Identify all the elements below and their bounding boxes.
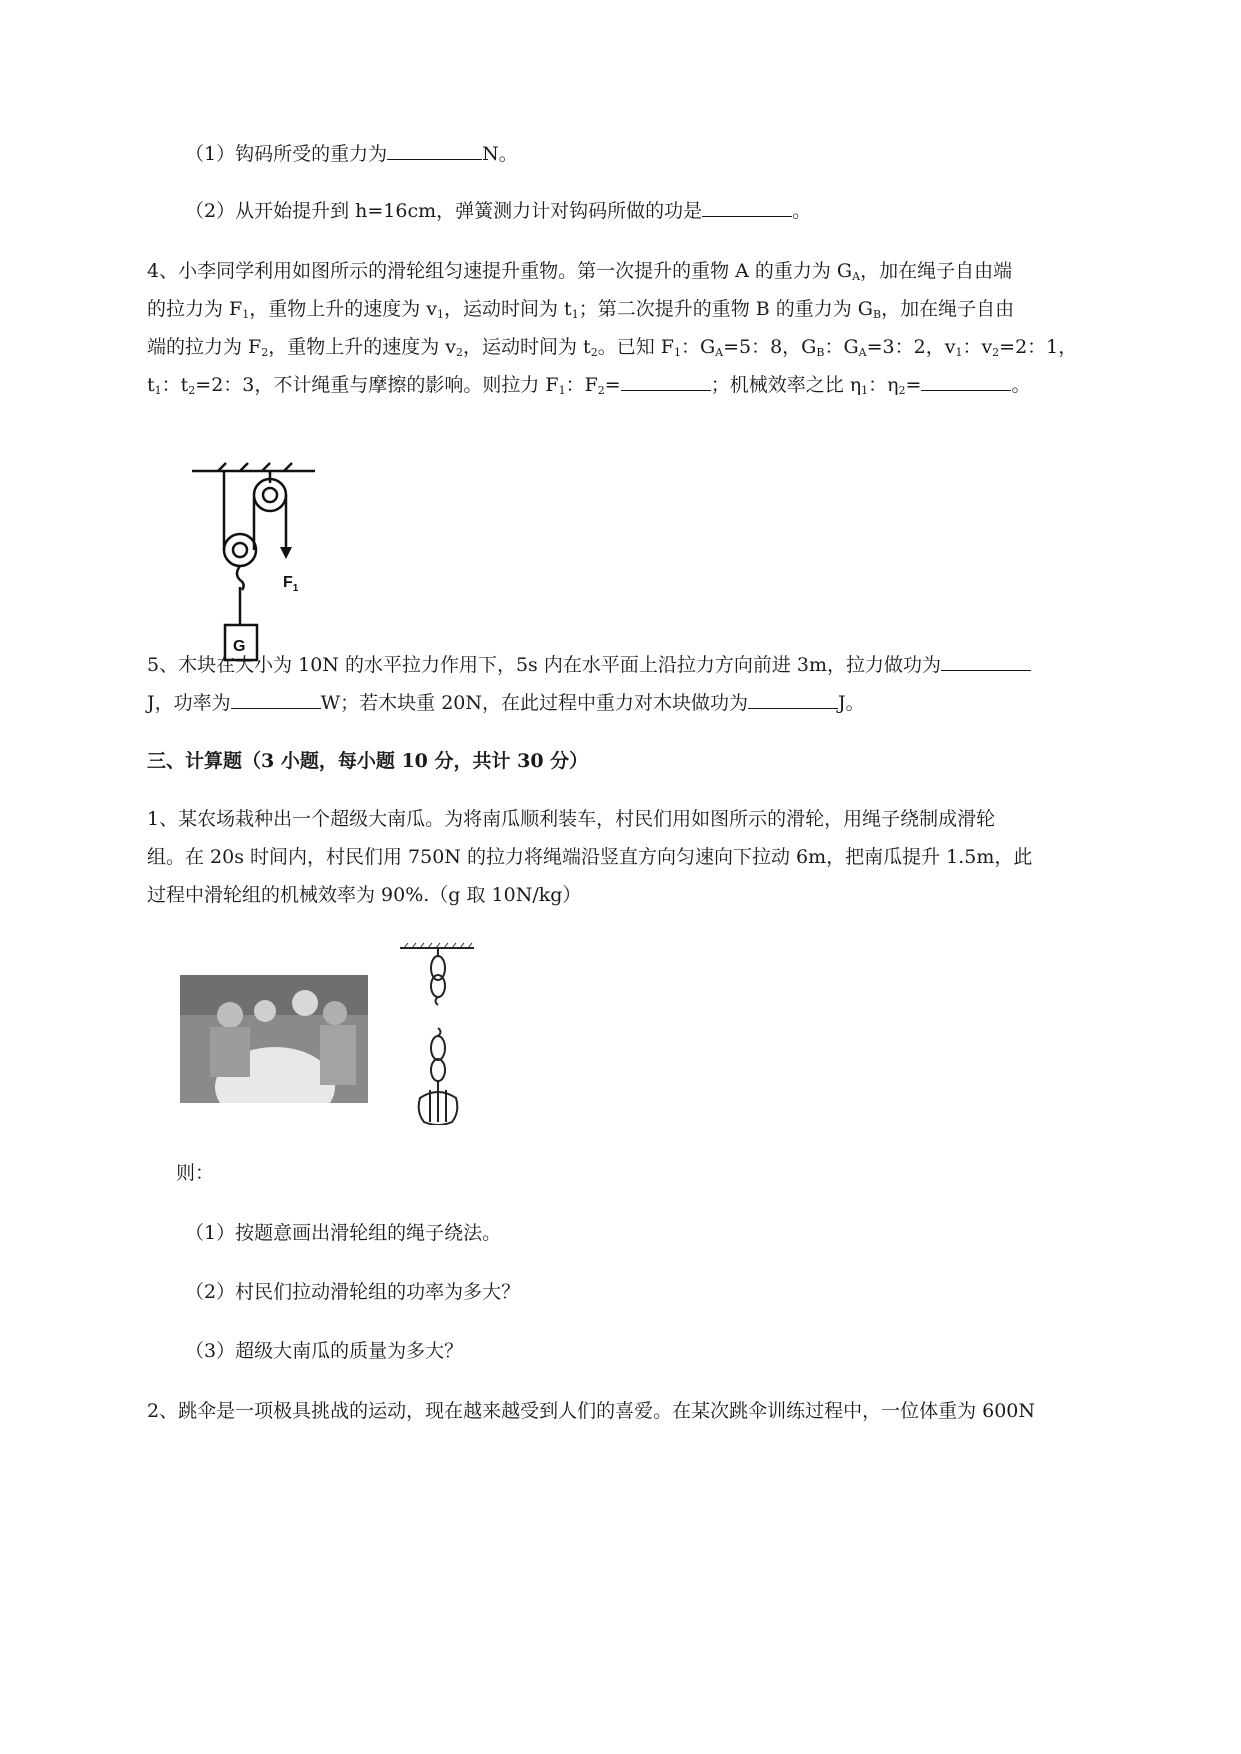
answer-blank[interactable]: [231, 690, 321, 709]
q4-line-2: 的拉力为 $F_1$，重物上升的速度为 $v_1$，运动时间为 $t_1$；第二次提升的重物 B 的重力为 $G_B$，加在绳子自由: [147, 298, 1015, 321]
q3-item-1: （1）钩码所受的重力为 N。: [185, 143, 518, 165]
answer-blank[interactable]: [702, 198, 792, 217]
q4-line-4: $t_1$：$t_2=2$：3，不计绳重与摩擦的影响。则拉力 $F_1$：$F_2=$ ；机械效率之比 $\eta_1$：$\eta_2=$ 。: [147, 374, 1031, 397]
section-heading: 三、计算题（3 小题，每小题 10 分，共计 30 分）: [147, 750, 589, 772]
pulley-set-figure: [398, 940, 478, 1125]
calc1-sub-1: （1）按题意画出滑轮组的绳子绕法。: [185, 1222, 502, 1244]
calc2-line-1: 2、跳伞是一项极具挑战的运动，现在越来越受到人们的喜爱。在某次跳伞训练过程中，一位体重为 600N: [147, 1400, 1036, 1422]
calc1-sub-3: （3）超级大南瓜的质量为多大？: [185, 1340, 464, 1362]
q4-line-3: 端的拉力为 $F_2$，重物上升的速度为 $v_2$，运动时间为 $t_2$。已知 $F_1$：$G_A=5$：8，$G_B$：$G_A=3$：2，$v_1$：$v_2=2$：1，: [147, 336, 1078, 359]
answer-blank[interactable]: [387, 141, 482, 160]
q4-line-1: 4、小李同学利用如图所示的滑轮组匀速提升重物。第一次提升的重物 A 的重力为 $G_A$，加在绳子自由端: [147, 260, 1013, 283]
pulley-system-figure: [180, 455, 340, 675]
pumpkin-photo: [180, 975, 368, 1103]
q5-line-1: 5、木块在大小为 10N 的水平拉力作用下，5s 内在水平面上沿拉力方向前进 3m，拉力做功为: [147, 652, 1157, 678]
calc1-line-1: 1、某农场栽种出一个超级大南瓜。为将南瓜顺利装车，村民们用如图所示的滑轮，用绳子绕制成滑轮: [147, 808, 996, 830]
answer-blank[interactable]: [748, 690, 838, 709]
calc1-line-3: 过程中滑轮组的机械效率为 90%.（g 取 10N/kg）: [147, 884, 582, 906]
force-label: $F_1$: [283, 574, 299, 594]
calc1-sub-2: （2）村民们拉动滑轮组的功率为多大？: [185, 1281, 521, 1303]
calc1-line-2: 组。在 20s 时间内，村民们用 750N 的拉力将绳端沿竖直方向匀速向下拉动 6m，把南瓜提升 1.5m，此: [147, 846, 1033, 868]
answer-blank[interactable]: [921, 372, 1011, 391]
answer-blank[interactable]: [941, 652, 1031, 671]
weight-label: G: [233, 638, 246, 655]
calc1-then: 则：: [176, 1162, 215, 1184]
answer-blank[interactable]: [621, 372, 711, 391]
q5-line-2: J，功率为 W；若木块重 20N，在此过程中重力对木块做功为 J。: [147, 692, 865, 714]
q3-item-2: （2）从开始提升到 h=16cm，弹簧测力计对钩码所做的功是 。: [185, 200, 812, 222]
